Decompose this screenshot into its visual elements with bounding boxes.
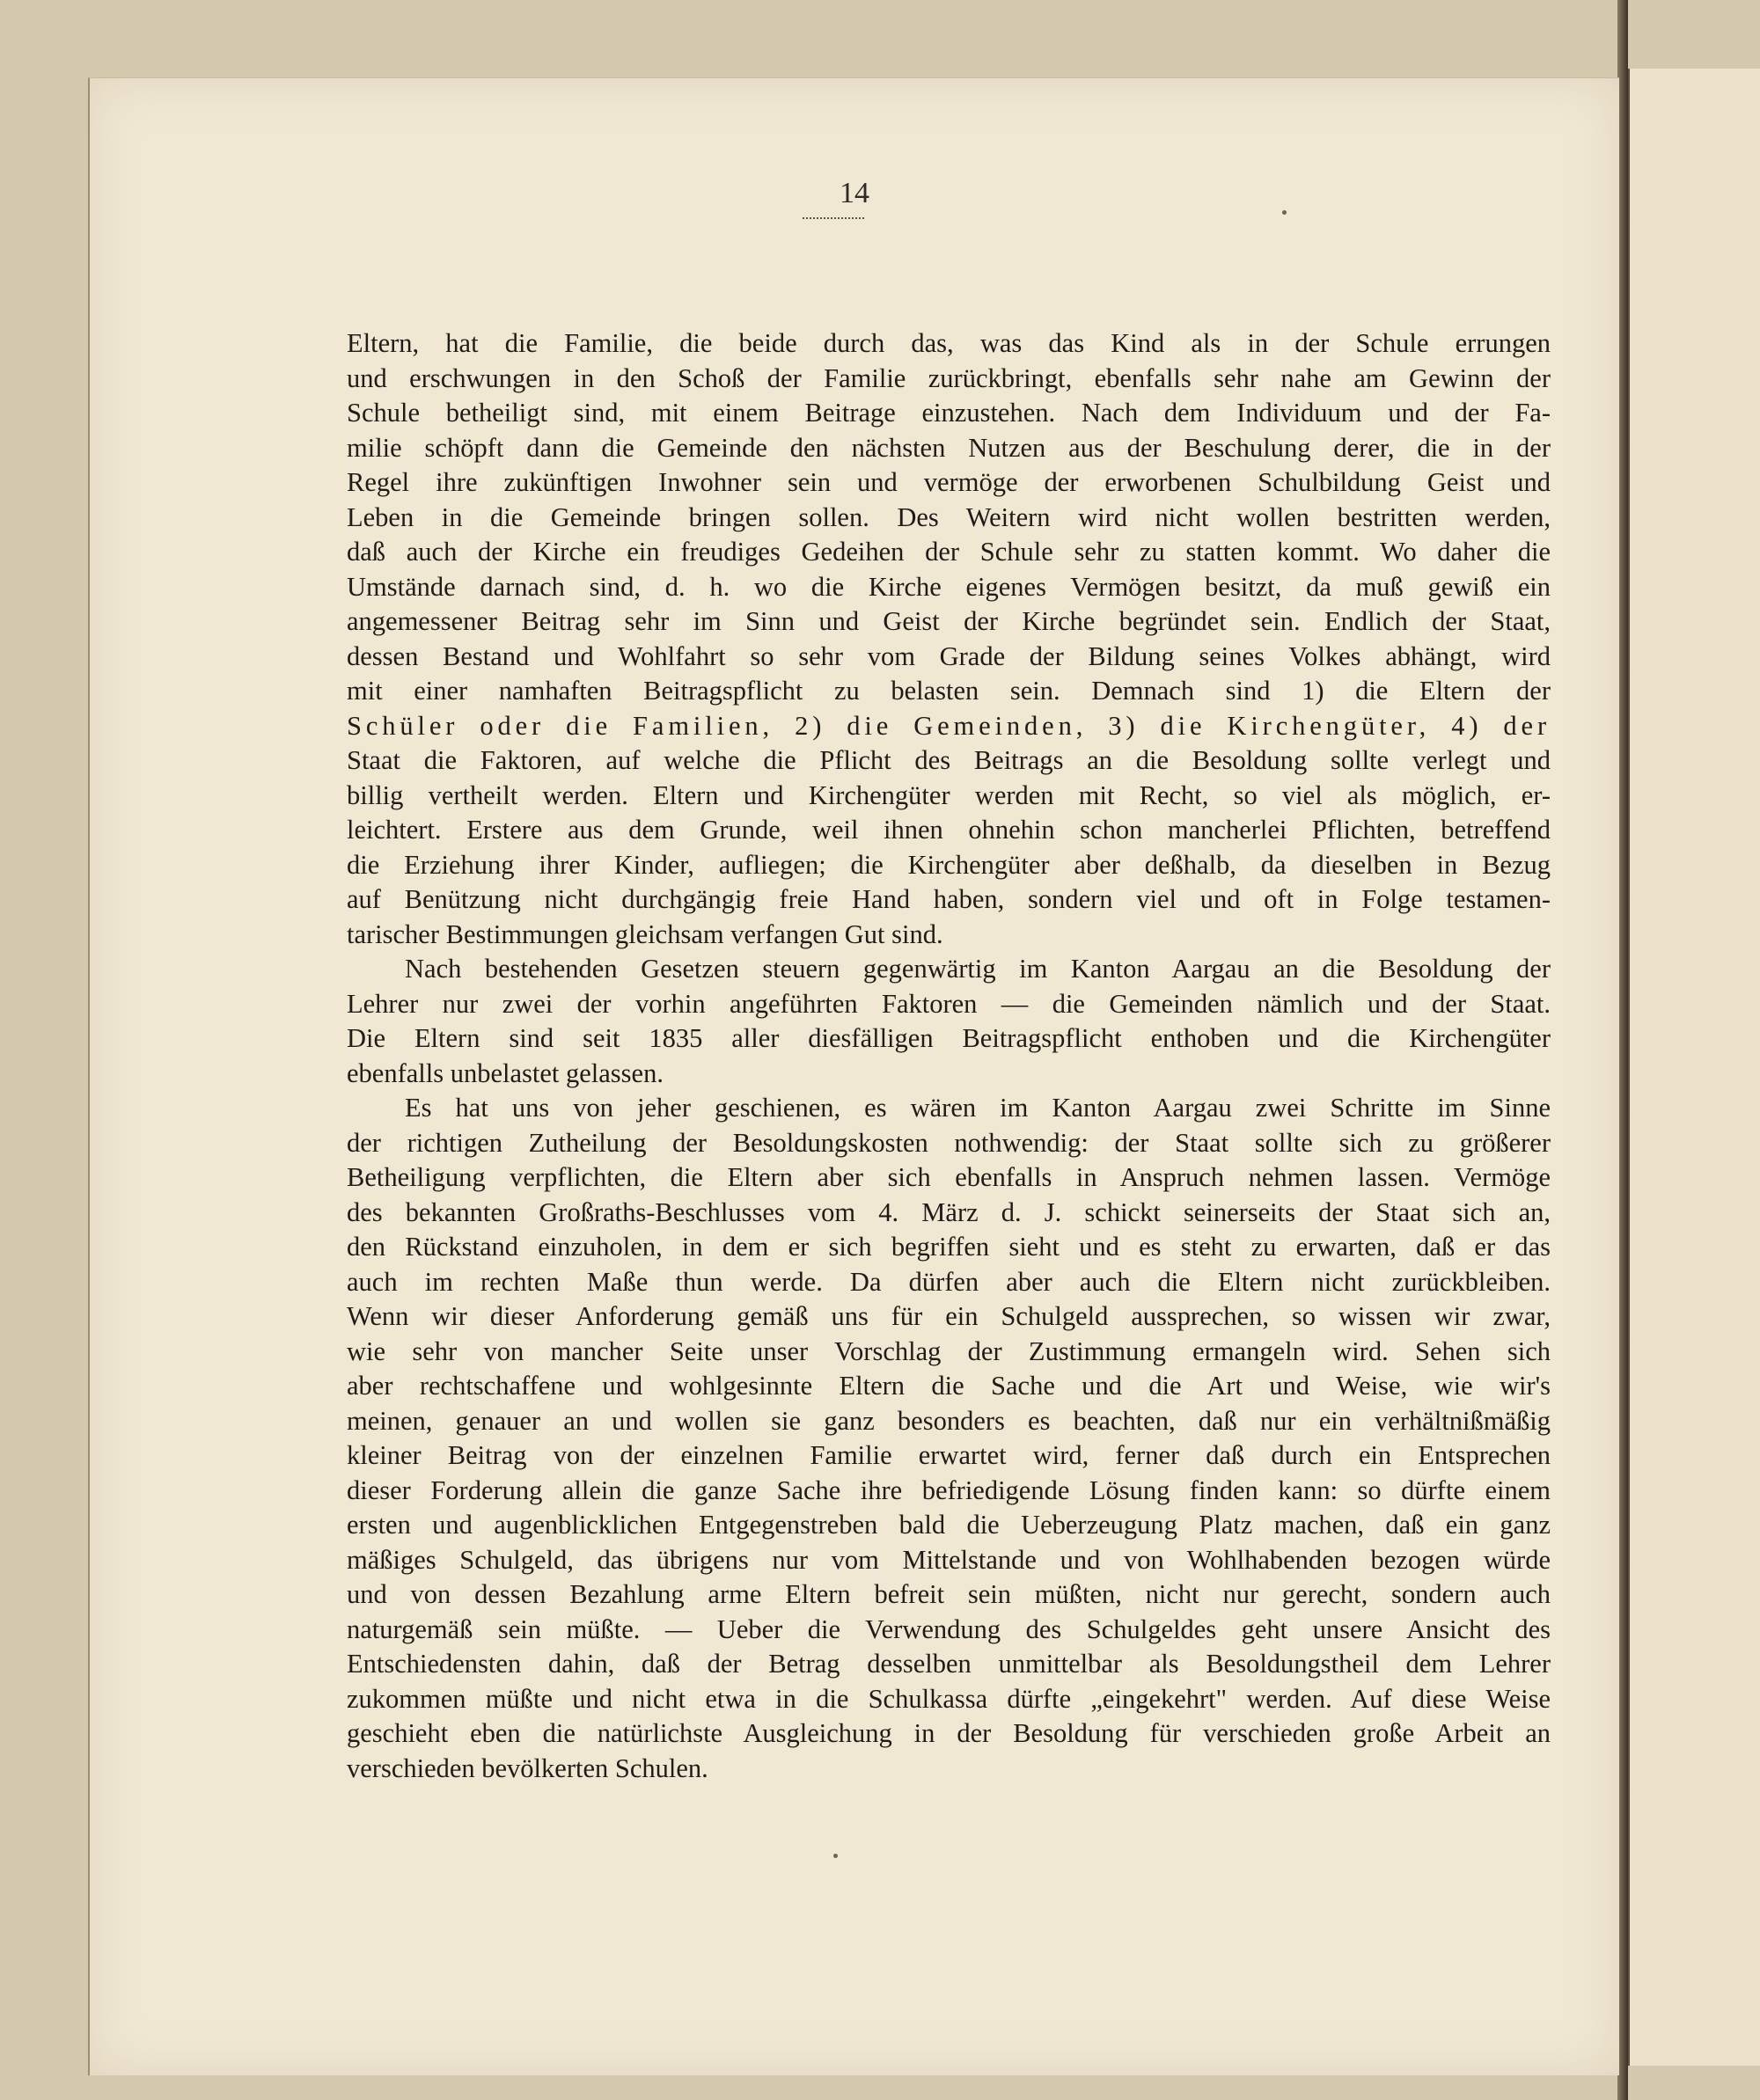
body-text	[347, 326, 1551, 1786]
text-line: Nach bestehenden Gesetzen steuern gegenwärtig im Kanton Aargau an die Besoldung der	[405, 954, 1551, 984]
text-line: Eltern, hat die Familie, die beide durch das, was das Kind als in der Schule errungen	[347, 328, 1551, 358]
text-line: Entschiedensten dahin, daß der Betrag desselben unmittelbar als Besoldungstheil dem Lehrer	[347, 1649, 1551, 1679]
text-line: kleiner Beitrag von der einzelnen Familie erwartet wird, ferner daß durch ein Entsprechen	[347, 1440, 1551, 1470]
text-line: wie sehr von mancher Seite unser Vorschlag der Zustimmung ermangeln wird. Sehen sich	[347, 1335, 1551, 1366]
text-line: leichtert. Erstere aus dem Grunde, weil ihnen ohnehin schon mancherlei Pflichten, betreffend	[347, 815, 1551, 845]
text-line: der richtigen Zutheilung der Besoldungskosten nothwendig: der Staat sollte sich zu größerer	[347, 1127, 1551, 1158]
text-line: meinen, genauer an und wollen sie ganz besonders es beachten, daß nur ein verhältnißmäßig	[347, 1405, 1551, 1436]
text-line: milie schöpft dann die Gemeinde den nächsten Nutzen aus der Beschulung derer, die in der	[347, 432, 1551, 463]
text-line: Leben in die Gemeinde bringen sollen. Des Weitern wird nicht wollen bestritten werden,	[347, 501, 1551, 532]
text-line: mit einer namhaften Beitragspflicht zu belasten sein. Demnach sind 1) die Eltern der	[347, 676, 1551, 706]
text-line: des bekannten Großraths-Beschlusses vom 4. März d. J. schickt seinerseits der Staat sich an,	[347, 1196, 1551, 1227]
text-line: Betheiligung verpflichten, die Eltern aber sich ebenfalls in Anspruch nehmen lassen. Vermöge	[347, 1162, 1551, 1192]
text-line: Schüler oder die Familien, 2) die Gemeinden, 3) die Kirchengüter, 4) der	[347, 710, 1551, 741]
text-line: Die Eltern sind seit 1835 aller diesfälligen Beitragspflicht enthoben und die Kirchengüter	[347, 1023, 1551, 1053]
text-line: ersten und augenblicklichen Entgegenstreben bald die Ueberzeugung Platz machen, daß ein ganz	[347, 1510, 1551, 1540]
text-line: verschieden bevölkerten Schulen.	[347, 1752, 708, 1783]
text-line: zukommen müßte und nicht etwa in die Schulkassa dürfte „eingekehrt" werden. Auf diese Weise	[347, 1683, 1551, 1714]
book-page	[88, 77, 1619, 2075]
text-line: dieser Forderung allein die ganze Sache ihre befriedigende Lösung finden kann: so dürfte einem	[347, 1474, 1551, 1505]
text-line: den Rückstand einzuholen, in dem er sich begriffen sieht und es steht zu erwarten, daß er das	[347, 1232, 1551, 1262]
text-line: mäßiges Schulgeld, das übrigens nur vom Mittelstande und von Wohlhabenden bezogen würde	[347, 1544, 1551, 1575]
text-line: angemessener Beitrag sehr im Sinn und Geist der Kirche begründet sein. Endlich der Staat,	[347, 606, 1551, 636]
text-line: tarischer Bestimmungen gleichsam verfangen Gut sind.	[347, 918, 943, 949]
page-number-ornament	[803, 217, 864, 219]
text-line: Lehrer nur zwei der vorhin angeführten Faktoren — die Gemeinden nämlich und der Staat.	[347, 988, 1551, 1019]
text-line: Staat die Faktoren, auf welche die Pflicht des Beitrags an die Besoldung sollte verlegt und	[347, 745, 1551, 775]
page-number: 14	[840, 177, 869, 209]
text-line: Schule betheiligt sind, mit einem Beitrage einzustehen. Nach dem Individuum und der Fa-	[347, 398, 1551, 428]
text-line: geschieht eben die natürlichste Ausgleichung in der Besoldung für verschieden große Arbeit an	[347, 1718, 1551, 1748]
text-line: aber rechtschaffene und wohlgesinnte Eltern die Sache und die Art und Weise, wie wir's	[347, 1371, 1551, 1401]
paper-speck	[833, 1854, 838, 1858]
facing-page-edge	[1628, 69, 1760, 2066]
text-line: Es hat uns von jeher geschienen, es wären im Kanton Aargau zwei Schritte im Sinne	[405, 1093, 1551, 1123]
text-line: Wenn wir dieser Anforderung gemäß uns für ein Schulgeld aussprechen, so wissen wir zwar,	[347, 1301, 1551, 1331]
text-line: und von dessen Bezahlung arme Eltern befreit sein müßten, nicht nur gerecht, sondern auch	[347, 1579, 1551, 1609]
text-line: Regel ihre zukünftigen Inwohner sein und vermöge der erworbenen Schulbildung Geist und	[347, 467, 1551, 497]
text-line: auch im rechten Maße thun werde. Da dürfen aber auch die Eltern nicht zurückbleiben.	[347, 1266, 1551, 1297]
text-line: billig vertheilt werden. Eltern und Kirchengüter werden mit Recht, so viel als möglich, er-	[347, 779, 1551, 810]
text-line: dessen Bestand und Wohlfahrt so sehr vom Grade der Bildung seines Volkes abhängt, wird	[347, 640, 1551, 671]
text-line: und erschwungen in den Schoß der Familie zurückbringt, ebenfalls sehr nahe am Gewinn der	[347, 362, 1551, 393]
text-line: naturgemäß sein müßte. — Ueber die Verwendung des Schulgeldes geht unsere Ansicht des	[347, 1613, 1551, 1644]
text-line: ebenfalls unbelastet gelassen.	[347, 1057, 664, 1088]
text-line: daß auch der Kirche ein freudiges Gedeihen der Schule sehr zu statten kommt. Wo daher die	[347, 537, 1551, 567]
text-line: die Erziehung ihrer Kinder, aufliegen; die Kirchengüter aber deßhalb, da dieselben in Bezug	[347, 849, 1551, 880]
text-line: auf Benützung nicht durchgängig freie Hand haben, sondern viel und oft in Folge testamen-	[347, 884, 1551, 914]
paper-speck	[1282, 210, 1287, 215]
text-line: Umstände darnach sind, d. h. wo die Kirche eigenes Vermögen besitzt, da muß gewiß ein	[347, 571, 1551, 602]
